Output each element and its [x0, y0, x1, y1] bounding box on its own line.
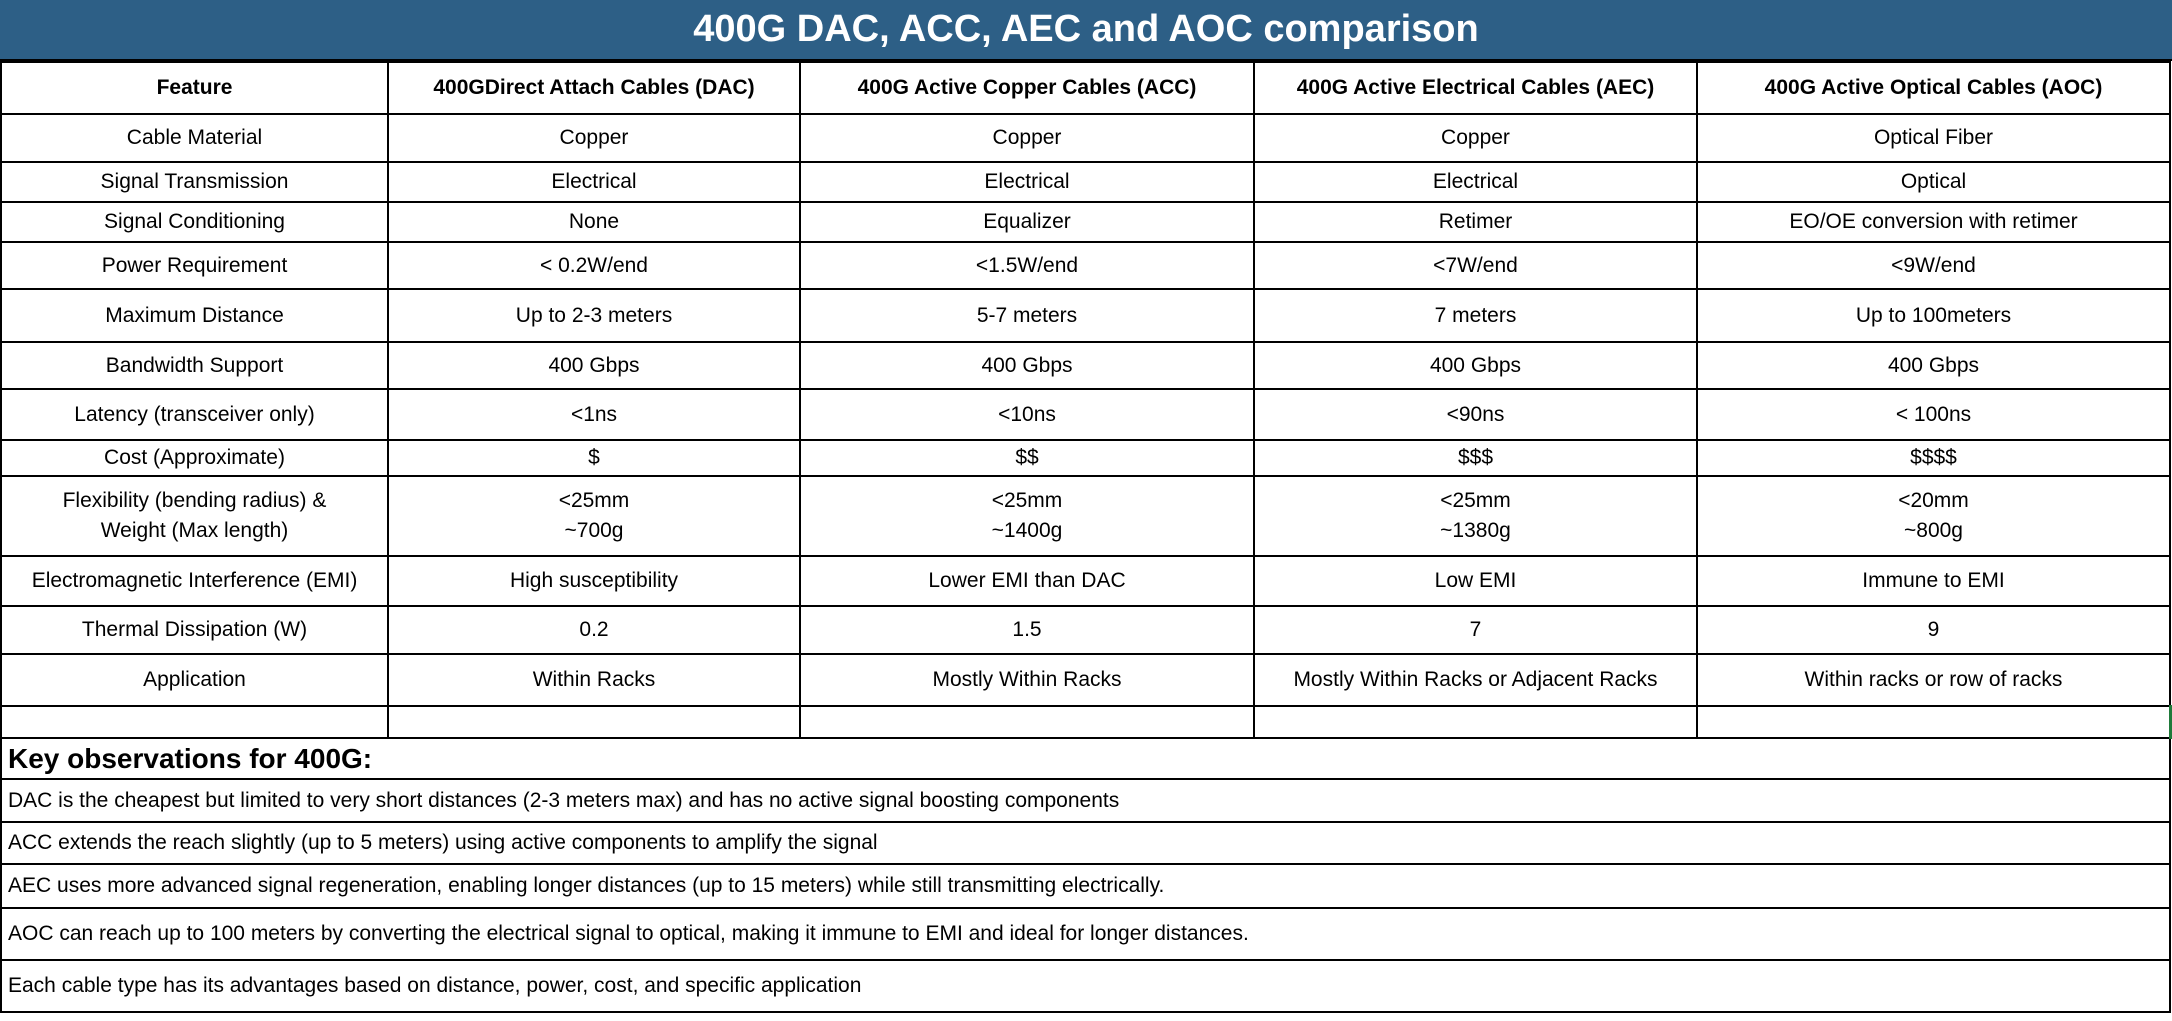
table-row: [1, 342, 2170, 389]
acc-cell[interactable]: [800, 476, 1254, 556]
table-row: [1, 606, 2170, 654]
aec-cell[interactable]: 400 Gbps: [1254, 342, 1697, 389]
aec-cell[interactable]: [1254, 476, 1697, 556]
feature-cell[interactable]: Electromagnetic Interference (EMI): [1, 556, 388, 606]
dac-cell[interactable]: [388, 476, 800, 556]
feature-cell[interactable]: Application: [1, 654, 388, 706]
feature-cell[interactable]: Bandwidth Support: [1, 342, 388, 389]
aoc-cell[interactable]: EO/OE conversion with retimer: [1697, 202, 2170, 242]
acc-cell[interactable]: <1.5W/end: [800, 242, 1254, 289]
aoc-cell[interactable]: Optical Fiber: [1697, 114, 2170, 162]
header-acc[interactable]: 400G Active Copper Cables (ACC): [800, 62, 1254, 114]
comparison-table: [0, 61, 2172, 1013]
table-row: [1, 242, 2170, 289]
empty-cell[interactable]: [1254, 706, 1697, 738]
observation-row: [1, 779, 2170, 822]
cell-line: <25mm: [1440, 489, 1511, 512]
dac-cell[interactable]: Within Racks: [388, 654, 800, 706]
aoc-cell[interactable]: Optical: [1697, 162, 2170, 202]
aec-cell[interactable]: Mostly Within Racks or Adjacent Racks: [1254, 654, 1697, 706]
feature-line: Weight (Max length): [100, 519, 289, 542]
acc-cell[interactable]: <10ns: [800, 389, 1254, 440]
observation-item[interactable]: ACC extends the reach slightly (up to 5 meters) using active components to amplify the signal: [1, 822, 2170, 864]
observations-heading[interactable]: Key observations for 400G:: [1, 738, 2170, 779]
aoc-cell[interactable]: [1697, 476, 2170, 556]
feature-cell[interactable]: Signal Transmission: [1, 162, 388, 202]
header-dac[interactable]: 400GDirect Attach Cables (DAC): [388, 62, 800, 114]
aec-cell[interactable]: Copper: [1254, 114, 1697, 162]
acc-cell[interactable]: Equalizer: [800, 202, 1254, 242]
cell-line: <25mm: [558, 489, 630, 512]
dac-cell[interactable]: Up to 2-3 meters: [388, 289, 800, 342]
table-row: [1, 556, 2170, 606]
header-row: [1, 62, 2170, 114]
dac-cell[interactable]: Copper: [388, 114, 800, 162]
cell-line: ~800g: [1904, 519, 1963, 542]
feature-cell[interactable]: Thermal Dissipation (W): [1, 606, 388, 654]
table-row: [1, 654, 2170, 706]
dac-cell[interactable]: None: [388, 202, 800, 242]
empty-cell[interactable]: [1697, 706, 2170, 738]
acc-cell[interactable]: 5-7 meters: [800, 289, 1254, 342]
aec-cell[interactable]: Low EMI: [1254, 556, 1697, 606]
table-row: [1, 202, 2170, 242]
empty-cell[interactable]: [800, 706, 1254, 738]
dac-cell[interactable]: <1ns: [388, 389, 800, 440]
observation-item[interactable]: AOC can reach up to 100 meters by converting the electrical signal to optical, making it immune to EMI and ideal for longer distances.: [1, 908, 2170, 960]
aec-cell[interactable]: <7W/end: [1254, 242, 1697, 289]
aoc-cell[interactable]: 400 Gbps: [1697, 342, 2170, 389]
acc-cell[interactable]: Mostly Within Racks: [800, 654, 1254, 706]
empty-cell[interactable]: [1, 706, 388, 738]
table-row: [1, 162, 2170, 202]
header-aec[interactable]: 400G Active Electrical Cables (AEC): [1254, 62, 1697, 114]
table-row: [1, 476, 2170, 556]
acc-cell[interactable]: Electrical: [800, 162, 1254, 202]
observations-heading-row: [1, 738, 2170, 779]
aec-cell[interactable]: Electrical: [1254, 162, 1697, 202]
feature-cell[interactable]: Signal Conditioning: [1, 202, 388, 242]
aec-cell[interactable]: $$$: [1254, 440, 1697, 476]
aoc-cell[interactable]: <9W/end: [1697, 242, 2170, 289]
table-row: [1, 389, 2170, 440]
dac-cell[interactable]: 0.2: [388, 606, 800, 654]
cell-line: <25mm: [991, 489, 1063, 512]
dac-cell[interactable]: < 0.2W/end: [388, 242, 800, 289]
aoc-cell[interactable]: Within racks or row of racks: [1697, 654, 2170, 706]
empty-cell[interactable]: [388, 706, 800, 738]
feature-cell[interactable]: Cable Material: [1, 114, 388, 162]
aoc-cell[interactable]: Immune to EMI: [1697, 556, 2170, 606]
table-row: [1, 114, 2170, 162]
aec-cell[interactable]: Retimer: [1254, 202, 1697, 242]
aec-cell[interactable]: 7: [1254, 606, 1697, 654]
dac-cell[interactable]: Electrical: [388, 162, 800, 202]
acc-cell[interactable]: 400 Gbps: [800, 342, 1254, 389]
feature-line: Flexibility (bending radius) &: [62, 489, 327, 512]
header-feature[interactable]: Feature: [1, 62, 388, 114]
aoc-cell[interactable]: $$$$: [1697, 440, 2170, 476]
empty-row: [1, 706, 2170, 738]
feature-cell[interactable]: Maximum Distance: [1, 289, 388, 342]
observation-row: [1, 864, 2170, 908]
sheet-title[interactable]: 400G DAC, ACC, AEC and AOC comparison: [0, 0, 2172, 61]
feature-cell[interactable]: Power Requirement: [1, 242, 388, 289]
dac-cell[interactable]: High susceptibility: [388, 556, 800, 606]
dac-cell[interactable]: 400 Gbps: [388, 342, 800, 389]
feature-cell[interactable]: Cost (Approximate): [1, 440, 388, 476]
observation-item[interactable]: DAC is the cheapest but limited to very short distances (2-3 meters max) and has no active signal boosting components: [1, 779, 2170, 822]
observation-row: [1, 960, 2170, 1012]
aec-cell[interactable]: 7 meters: [1254, 289, 1697, 342]
table-row: [1, 289, 2170, 342]
dac-cell[interactable]: $: [388, 440, 800, 476]
cell-line: ~1400g: [991, 519, 1063, 542]
observation-item[interactable]: Each cable type has its advantages based on distance, power, cost, and specific application: [1, 960, 2170, 1012]
aoc-cell[interactable]: Up to 100meters: [1697, 289, 2170, 342]
observation-row: [1, 822, 2170, 864]
observation-row: [1, 908, 2170, 960]
feature-cell[interactable]: [1, 476, 388, 556]
feature-cell[interactable]: Latency (transceiver only): [1, 389, 388, 440]
aoc-cell[interactable]: < 100ns: [1697, 389, 2170, 440]
acc-cell[interactable]: 1.5: [800, 606, 1254, 654]
aec-cell[interactable]: <90ns: [1254, 389, 1697, 440]
cell-line: ~700g: [564, 519, 624, 542]
acc-cell[interactable]: $$: [800, 440, 1254, 476]
header-aoc[interactable]: 400G Active Optical Cables (AOC): [1697, 62, 2170, 114]
observation-item[interactable]: AEC uses more advanced signal regeneration, enabling longer distances (up to 15 meters) while still transmitting electrically.: [1, 864, 2170, 908]
acc-cell[interactable]: Copper: [800, 114, 1254, 162]
aoc-cell[interactable]: 9: [1697, 606, 2170, 654]
table-row: [1, 440, 2170, 476]
cell-line: ~1380g: [1440, 519, 1511, 542]
cell-line: <20mm: [1898, 489, 1969, 512]
acc-cell[interactable]: Lower EMI than DAC: [800, 556, 1254, 606]
